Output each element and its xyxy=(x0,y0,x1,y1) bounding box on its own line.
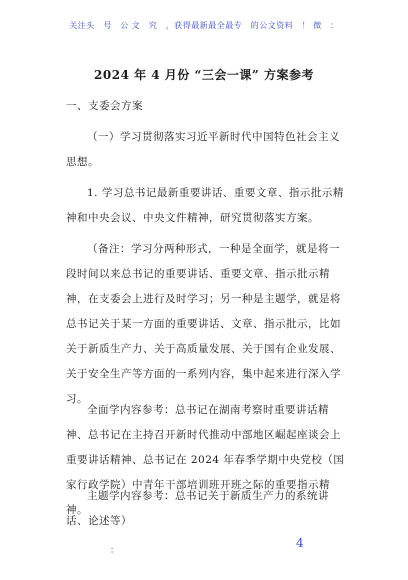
paragraph-4: 全面学内容参考：总书记在湖南考察时重要讲话精神、总书记在主持召开新时代推动中部地区崛起座谈会上重要讲话精神、总书记在 2024 年春季学期中央党校（国家行政学院）中青年干部培训班开班之际的重要指示精神。 xyxy=(66,404,345,516)
section-heading: 一、支委会方案 xyxy=(66,100,143,112)
paragraph-1: （一）学习贯彻落实习近平新时代中国特色社会主义思想。 xyxy=(66,131,340,168)
footer-mark: ： xyxy=(110,546,120,556)
paragraph-5: 主题学内容参考：总书记关于新质生产力的系统讲话、论述等） xyxy=(66,490,329,527)
paragraph-2: 1. 学习总书记最新重要讲话、重要文章、指示批示精神和中央会议、中央文件精神，研究贯彻落实方案。 xyxy=(66,187,344,224)
page-number: 4 xyxy=(296,536,304,550)
document-title: 2024 年 4 月份 “三会一课” 方案参考 xyxy=(94,68,314,82)
paragraph-3: （备注：学习分两种形式，一种是全面学，就是将一段时间以来总书记的重要讲话、重要文章、指示批示精神，在支委会上进行及时学习；另一种是主题学，就是将总书记关于某一方面的重要讲话、文章、指示批示，比如关于新质生产力、关于高质量发展、关于国有企业发展、关于安全生产等方面的一系列内容，集中起来进行深入学习。 xyxy=(66,243,341,405)
top-banner: 关注头 号 公 文 究 ，获得最新最全最专 的公文资料 ！ 微 ： xyxy=(69,21,339,30)
